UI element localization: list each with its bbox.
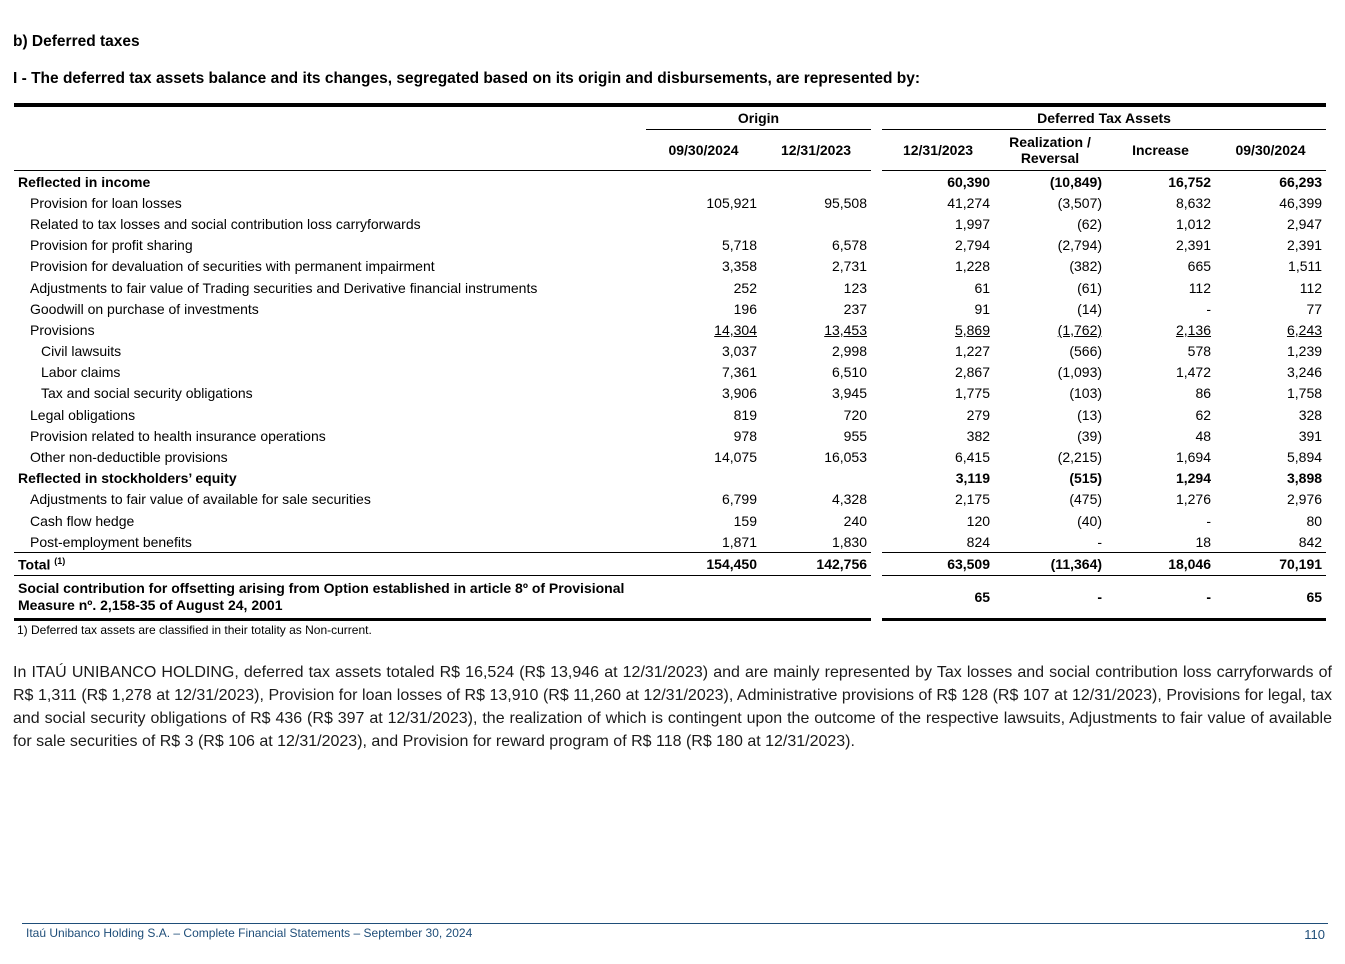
row-label: Provisions <box>30 321 95 338</box>
dta-increase: 1,012 <box>1175 215 1212 232</box>
dta-2023: 1,997 <box>954 215 991 232</box>
row-label: Reflected in income <box>18 173 151 190</box>
dta-increase: 8,632 <box>1175 194 1212 211</box>
dta-increase: 1,276 <box>1175 491 1212 508</box>
row-label: Adjustments to fair value of available for sale securities <box>30 491 371 508</box>
table-row <box>14 341 1326 362</box>
table-row <box>14 362 1326 383</box>
social-contribution-row <box>14 576 1326 620</box>
dta-2024: 2,391 <box>1287 237 1323 254</box>
row-label: Provision related to health insurance operations <box>30 427 326 444</box>
table-row <box>14 468 1326 489</box>
social-dta-increase: - <box>1106 576 1215 620</box>
origin-2024: 196 <box>733 300 757 317</box>
gap <box>871 341 882 362</box>
section-title: b) Deferred taxes <box>13 33 140 50</box>
dta-realization: (10,849) <box>1049 173 1103 190</box>
origin-2024: 6,799 <box>721 491 757 508</box>
row-label: Reflected in stockholders’ equity <box>18 470 237 487</box>
dta-2023: 2,867 <box>954 364 991 381</box>
origin-2024: 105,921 <box>706 194 757 211</box>
dta-realization: (103) <box>1069 385 1103 402</box>
dta-increase: 578 <box>1187 343 1212 360</box>
origin-2023: 1,830 <box>831 533 868 550</box>
origin-2024: 819 <box>733 406 757 423</box>
dta-2024: 1,758 <box>1287 385 1323 402</box>
dta-2024: 328 <box>1298 406 1323 423</box>
gap <box>871 383 882 404</box>
gap <box>871 213 882 234</box>
row-label: Tax and social security obligations <box>41 385 253 402</box>
dta-increase: 2,136 <box>1175 321 1212 338</box>
row-label: Provision for devaluation of securities with permanent impairment <box>30 258 435 275</box>
dta-increase: 2,391 <box>1175 237 1212 254</box>
table-row <box>14 277 1326 298</box>
dta-increase: 86 <box>1195 385 1212 402</box>
table-row <box>14 510 1326 531</box>
dta-realization: (2,794) <box>1057 237 1103 254</box>
dta-realization: (40) <box>1077 512 1103 529</box>
origin-2023: 237 <box>843 300 868 317</box>
table-row <box>14 213 1326 234</box>
dta-2024: 2,947 <box>1287 215 1323 232</box>
dta-2024: 3,246 <box>1287 364 1323 381</box>
dta-2024: 3,898 <box>1287 470 1323 487</box>
dta-2024: 6,243 <box>1287 321 1323 338</box>
origin-2024: 252 <box>733 279 757 296</box>
dta-realization: (14) <box>1077 300 1103 317</box>
table-row <box>14 489 1326 510</box>
row-label: Cash flow hedge <box>30 512 135 529</box>
origin-2024 <box>646 171 761 193</box>
total-dta-2023: 63,509 <box>882 553 994 576</box>
table-row <box>14 446 1326 467</box>
row-label: Other non-deductible provisions <box>30 449 228 466</box>
dta-realization: - <box>1097 533 1103 550</box>
origin-2024: 3,358 <box>721 258 757 275</box>
gap <box>871 192 882 213</box>
gap <box>871 235 882 256</box>
row-label: Labor claims <box>41 364 121 381</box>
dta-realization: (13) <box>1077 406 1103 423</box>
deferred-tax-table <box>14 103 1326 621</box>
social-dta-2024: 65 <box>1215 576 1326 620</box>
gap <box>871 256 882 277</box>
dta-2024: 112 <box>1299 279 1323 296</box>
row-label: Provision for profit sharing <box>30 237 193 254</box>
dta-2023: 2,794 <box>954 237 991 254</box>
table-row <box>14 171 1326 193</box>
dta-realization: (1,762) <box>1057 321 1103 338</box>
origin-2024: 7,361 <box>721 364 757 381</box>
total-dta-2024: 70,191 <box>1215 553 1326 576</box>
origin-2024: 159 <box>733 512 757 529</box>
social-dta-2023: 65 <box>882 576 994 620</box>
total-label: Total $^{(1)}$ <box>14 553 646 576</box>
origin-2023: 6,578 <box>831 237 868 254</box>
dta-2024: 391 <box>1298 427 1323 444</box>
gap <box>871 489 882 510</box>
origin-2023: 2,731 <box>831 258 868 275</box>
dta-realization: (3,507) <box>1057 194 1103 211</box>
dta-2023: 1,775 <box>954 385 991 402</box>
origin-2023: 4,328 <box>831 491 868 508</box>
dta-2024: 80 <box>1306 512 1323 529</box>
dta-2023: 1,227 <box>954 343 991 360</box>
dta-increase: - <box>1206 512 1212 529</box>
dta-increase: 18 <box>1195 533 1212 550</box>
row-label: Adjustments to fair value of Trading securities and Derivative financial instruments <box>30 279 538 296</box>
origin-2023: 6,510 <box>831 364 868 381</box>
gap <box>871 298 882 319</box>
row-label: Civil lawsuits <box>41 343 122 360</box>
table-row <box>14 425 1326 446</box>
gap <box>871 171 882 193</box>
dta-realization: (2,215) <box>1057 449 1103 466</box>
gap <box>871 404 882 425</box>
footer-text: Itaú Unibanco Holding S.A. – Complete Financial Statements – September 30, 2024 <box>26 926 473 940</box>
origin-2024: 3,037 <box>721 343 757 360</box>
origin-2024 <box>646 213 761 234</box>
col-dta-2023: 12/31/2023 <box>882 130 994 171</box>
origin-2023: 123 <box>843 279 868 296</box>
table-row <box>14 404 1326 425</box>
origin-2024: 5,718 <box>721 237 757 254</box>
dta-increase: 1,294 <box>1175 470 1212 487</box>
group-origin-header: Origin <box>646 105 871 130</box>
explanatory-paragraph: In ITAÚ UNIBANCO HOLDING, deferred tax assets totaled R$ 16,524 (R$ 13,946 at 12/31/2023) and are mainly represented by Tax losses and social contribution loss carryforwards of R$ 1,311 (R$ 1,278 at 12/31/2023), Provision for loan losses of R$ 13,910 (R$ 11,260 at 12/31/2023), Administrative provisions of R$ 128 (R$ 107 at 12/31/2023), Provisions for legal, tax and social security obligations of R$ 436 (R$ 397 at 12/31/2023), the realization of which is contingent upon the outcome of the respective lawsuits, Adjustments to fair value of available for sale securities of R$ 3 (R$ 106 at 12/31/2023), and Provision for reward program of R$ 118 (R$ 180 at 12/31/2023). <box>13 664 1332 750</box>
dta-realization: (1,093) <box>1057 364 1103 381</box>
gap <box>871 425 882 446</box>
table-row <box>14 298 1326 319</box>
origin-2024: 14,304 <box>714 321 757 338</box>
dta-2023: 1,228 <box>954 258 991 275</box>
dta-2023: 3,119 <box>955 470 991 487</box>
row-label: Related to tax losses and social contribution loss carryforwards <box>30 215 421 232</box>
total-dta-realization: (11,364) <box>994 553 1106 576</box>
table-row <box>14 319 1326 340</box>
dta-2024: 5,894 <box>1287 449 1323 466</box>
dta-increase: 112 <box>1188 279 1212 296</box>
gap <box>871 362 882 383</box>
dta-2023: 2,175 <box>954 491 991 508</box>
row-label: Legal obligations <box>30 406 136 423</box>
dta-realization: (566) <box>1069 343 1103 360</box>
dta-realization: (382) <box>1069 258 1103 275</box>
origin-2023: 2,998 <box>831 343 868 360</box>
dta-2024: 46,399 <box>1279 194 1323 211</box>
dta-2024: 2,976 <box>1287 491 1323 508</box>
dta-2024: 77 <box>1306 300 1323 317</box>
dta-2023: 5,869 <box>954 321 991 338</box>
table-header-groups <box>14 105 1326 130</box>
origin-2023 <box>761 213 871 234</box>
dta-realization: (39) <box>1077 427 1103 444</box>
dta-2023: 61 <box>974 279 991 296</box>
table-row <box>14 383 1326 404</box>
dta-2024: 66,293 <box>1279 173 1323 190</box>
origin-2023: 955 <box>843 427 868 444</box>
dta-increase: 1,472 <box>1175 364 1212 381</box>
dta-realization: (62) <box>1077 215 1103 232</box>
dta-2023: 824 <box>966 533 991 550</box>
group-dta-header: Deferred Tax Assets <box>882 105 1326 130</box>
row-label: Goodwill on purchase of investments <box>30 300 259 317</box>
dta-2023: 382 <box>966 427 991 444</box>
origin-2023 <box>761 468 871 489</box>
row-label: Post-employment benefits <box>30 533 192 550</box>
dta-realization: (61) <box>1077 279 1103 296</box>
origin-2023: 720 <box>843 406 868 423</box>
gap <box>871 510 882 531</box>
gap <box>871 446 882 467</box>
dta-2024: 842 <box>1298 533 1323 550</box>
dta-increase: 62 <box>1195 406 1212 423</box>
origin-2024: 14,075 <box>714 449 757 466</box>
col-dta-2024: 09/30/2024 <box>1215 130 1326 171</box>
dta-increase: 48 <box>1195 427 1212 444</box>
footer-divider <box>22 923 1328 924</box>
dta-increase: 1,694 <box>1175 449 1212 466</box>
origin-2023 <box>761 171 871 193</box>
origin-2024: 1,871 <box>721 533 757 550</box>
total-origin-2023: 142,756 <box>761 553 871 576</box>
table-row <box>14 235 1326 256</box>
gap <box>871 531 882 553</box>
origin-2023: 13,453 <box>824 321 868 338</box>
dta-2023: 91 <box>974 300 991 317</box>
dta-increase: 16,752 <box>1168 173 1212 190</box>
origin-2023: 16,053 <box>824 449 868 466</box>
social-contribution-label: Social contribution for offsetting arising from Option established in article 8º of Provisional Measure nº. 2,158-35 of August 24, 2001 <box>14 576 646 620</box>
origin-2024 <box>646 468 761 489</box>
origin-2023: 240 <box>843 512 868 529</box>
row-label: Provision for loan losses <box>30 194 182 211</box>
origin-2024: 3,906 <box>721 385 757 402</box>
col-dta-increase: Increase <box>1106 130 1215 171</box>
dta-2023: 279 <box>966 406 991 423</box>
dta-increase: 665 <box>1187 258 1212 275</box>
table-row <box>14 531 1326 553</box>
page-number: 110 <box>1304 927 1325 942</box>
total-row <box>14 553 1326 576</box>
origin-2023: 3,945 <box>831 385 868 402</box>
gap <box>871 319 882 340</box>
col-origin-2024: 09/30/2024 <box>646 130 761 171</box>
col-dta-realization: Realization / Reversal <box>994 130 1106 171</box>
footnote: 1) Deferred tax assets are classified in their totality as Non-current. <box>17 623 372 637</box>
origin-2024: 978 <box>733 427 757 444</box>
dta-2024: 1,239 <box>1287 343 1323 360</box>
dta-2023: 6,415 <box>954 449 991 466</box>
table-row <box>14 192 1326 213</box>
table-header-columns <box>14 130 1326 171</box>
table-row <box>14 256 1326 277</box>
dta-2023: 60,390 <box>947 173 991 190</box>
gap <box>871 468 882 489</box>
dta-2023: 41,274 <box>947 194 991 211</box>
dta-increase: - <box>1206 300 1212 317</box>
total-origin-2024: 154,450 <box>646 553 761 576</box>
social-dta-realization: - <box>994 576 1106 620</box>
dta-realization: (515) <box>1069 470 1103 487</box>
col-origin-2023: 12/31/2023 <box>761 130 871 171</box>
dta-2024: 1,511 <box>1288 258 1323 275</box>
total-dta-increase: 18,046 <box>1106 553 1215 576</box>
origin-2023: 95,508 <box>824 194 868 211</box>
dta-2023: 120 <box>966 512 991 529</box>
dta-realization: (475) <box>1069 491 1103 508</box>
table-subtitle: I - The deferred tax assets balance and its changes, segregated based on its origin and disbursements, are represented by: <box>13 70 921 87</box>
gap <box>871 277 882 298</box>
